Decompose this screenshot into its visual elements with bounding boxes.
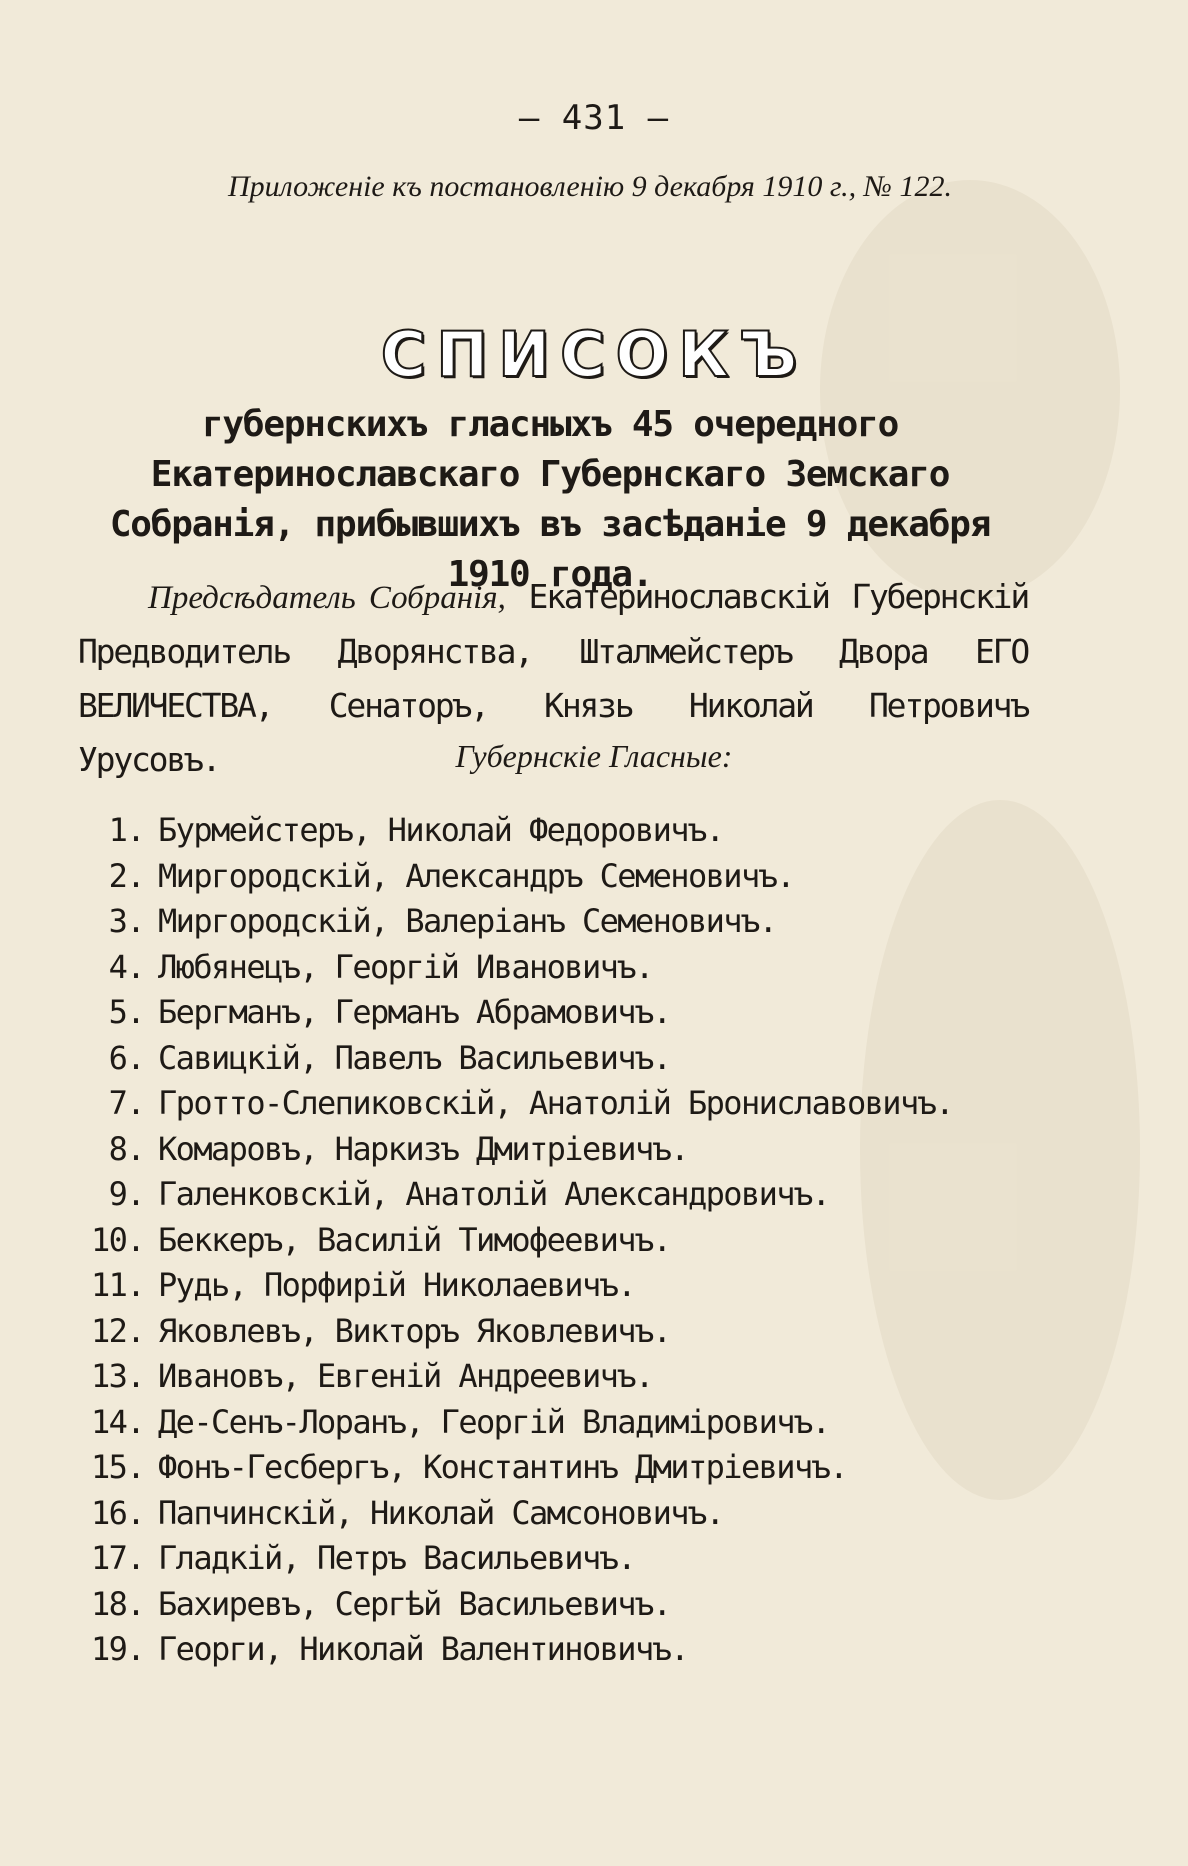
list-item-number: 15.: [91, 1448, 144, 1486]
list-item-number: 18.: [91, 1584, 144, 1623]
list-item-number: 12.: [91, 1311, 144, 1350]
list-item-number: 8.: [108, 1129, 144, 1168]
list-item-name: Ивановъ, Евгеній Андреевичъ.: [158, 1357, 653, 1395]
list-item-number: 6.: [108, 1038, 144, 1077]
list-item-name: Миргородскій, Александръ Семеновичъ.: [158, 856, 794, 895]
list-item: [60, 1491, 1060, 1537]
list-item-name: Фонъ-Гесбергъ, Константинъ Дмитріевичъ.: [158, 1448, 847, 1486]
list-item-name: Бурмейстеръ, Николай Федоровичъ.: [158, 811, 724, 849]
list-item-name: Георги, Николай Валентиновичъ.: [158, 1630, 688, 1668]
list-item: [60, 1627, 1060, 1673]
list-item: [60, 1536, 1060, 1582]
list-item-number: 11.: [91, 1266, 144, 1304]
list-item-number: 9.: [108, 1175, 144, 1213]
page-number: — 431 —: [518, 98, 670, 138]
list-item-number: 13.: [91, 1357, 144, 1395]
list-item: [60, 1218, 1060, 1264]
list-item-number: 16.: [91, 1493, 144, 1532]
chairman-role: Предсѣдатель Собранія,: [148, 580, 506, 616]
list-item-number: 17.: [91, 1539, 144, 1577]
appendix-note: Приложеніе къ постановленію 9 декабря 1910 г., № 122.: [228, 170, 952, 203]
list-item: [60, 1354, 1060, 1400]
list-item-number: 10.: [91, 1220, 144, 1259]
list-item-number: 19.: [91, 1630, 144, 1668]
list-item: [60, 945, 1060, 991]
list-item: [60, 990, 1060, 1036]
list-item-name: Папчинскій, Николай Самсоновичъ.: [158, 1493, 724, 1532]
list-item-name: Бахиревъ, Сергѣй Васильевичъ.: [158, 1584, 671, 1623]
list-item: [60, 1081, 1060, 1127]
list-item-name: Беккеръ, Василій Тимофеевичъ.: [158, 1220, 671, 1259]
list-item-name: Рудь, Порфирій Николаевичъ.: [158, 1266, 635, 1304]
list-item: [60, 1172, 1060, 1218]
list-item-number: 7.: [108, 1084, 144, 1122]
list-item-number: 3.: [108, 902, 144, 940]
list-item-number: 4.: [108, 947, 144, 986]
list-item-name: Яковлевъ, Викторъ Яковлевичъ.: [158, 1311, 671, 1350]
member-list: [60, 808, 1060, 1673]
list-item: [60, 1127, 1060, 1173]
list-item: [60, 808, 1060, 854]
list-item: [60, 1036, 1060, 1082]
list-item-number: 2.: [108, 856, 144, 895]
list-item-name: Любянецъ, Георгій Ивановичъ.: [158, 947, 653, 986]
list-item-name: Гладкій, Петръ Васильевичъ.: [158, 1539, 635, 1577]
list-item-number: 5.: [108, 993, 144, 1031]
list-item: [60, 1445, 1060, 1491]
document-title: СПИСОКЪ: [380, 318, 808, 391]
chairman-text: Екатеринославскій Губернскій Предводитель Дворянства, Шталмейстеръ Двора ЕГО ВЕЛИЧЕСТВА, Сенаторъ, Князь Николай Петровичъ Урусовъ.: [78, 577, 1028, 779]
list-item-name: Миргородскій, Валеріанъ Семеновичъ.: [158, 902, 777, 940]
list-item-name: Бергманъ, Германъ Абрамовичъ.: [158, 993, 671, 1031]
list-item-name: Комаровъ, Наркизъ Дмитріевичъ.: [158, 1129, 688, 1168]
document-subtitle: губернскихъ гласныхъ 45 очередного Екатеринославскаго Губернскаго Земскаго Собранія, прибывшихъ въ засѣданіе 9 декабря 1910 года.: [109, 404, 991, 595]
list-item-name: Гротто-Слепиковскій, Анатолій Брониславовичъ.: [158, 1084, 953, 1122]
list-item-number: 1.: [108, 811, 144, 849]
list-item: [60, 899, 1060, 945]
list-item-number: 14.: [91, 1402, 144, 1441]
section-heading: Губернскіе Гласные:: [455, 738, 733, 774]
list-item: [60, 854, 1060, 900]
list-item: [60, 1309, 1060, 1355]
list-item-name: Савицкій, Павелъ Васильевичъ.: [158, 1038, 671, 1077]
list-item-name: Галенковскій, Анатолій Александровичъ.: [158, 1175, 830, 1213]
list-item-name: Де-Сенъ-Лоранъ, Георгій Владиміровичъ.: [158, 1402, 830, 1441]
list-item: [60, 1582, 1060, 1628]
list-item: [60, 1263, 1060, 1309]
list-item: [60, 1400, 1060, 1446]
